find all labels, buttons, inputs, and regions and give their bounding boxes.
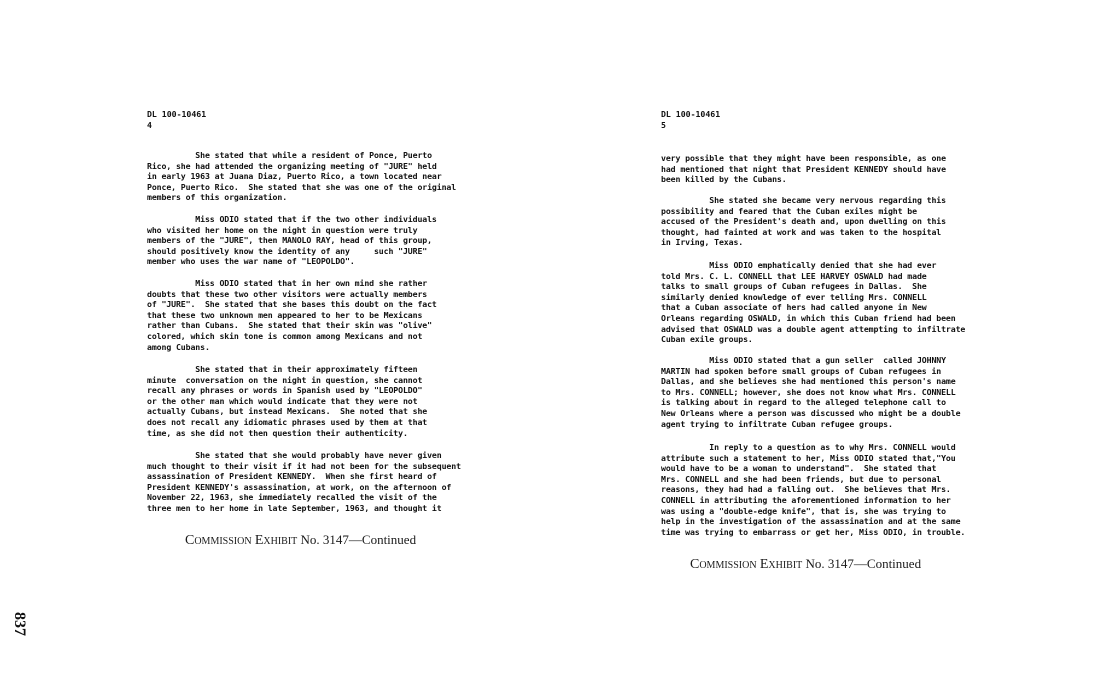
- text-line: time was trying to embarrass or get her, Miss ODIO, in trouble.: [661, 526, 966, 537]
- text-line: She stated that in their approximately fifteen: [147, 364, 418, 374]
- text-line: members of this organization.: [147, 192, 288, 203]
- text-line: Miss ODIO stated that if the two other individuals: [147, 214, 437, 224]
- paragraph: [147, 364, 427, 438]
- text-line: told Mrs. C. L. CONNELL that LEE HARVEY OSWALD had made: [661, 270, 927, 281]
- text-line: agent trying to infiltrate Cuban refugee groups.: [661, 418, 893, 429]
- paragraph: [147, 278, 437, 352]
- text-line: help in the investigation of the assassination and at the same: [661, 516, 961, 527]
- text-line: similarly denied knowledge of ever telling Mrs. CONNELL: [661, 291, 927, 302]
- text-line: reasons, they had had a falling out. She believes that Mrs.: [661, 484, 951, 495]
- text-line: Cuban exile groups.: [661, 334, 753, 345]
- exhibit-caption: Commission Exhibit No. 3147—Continued: [185, 532, 417, 548]
- text-line: that a Cuban associate of hers had called anyone in New: [661, 302, 927, 313]
- text-line: time, as she did not then question their authenticity.: [147, 427, 408, 438]
- text-line: doubts that these two other visitors were actually members: [147, 288, 428, 299]
- text-line: November 22, 1963, she immediately recalled the visit of the: [147, 492, 437, 503]
- text-line: President KENNEDY's assassination, at work, on the afternoon of: [147, 481, 452, 492]
- text-line: very possible that they might have been responsible, as one: [661, 153, 946, 163]
- text-line: Rico, she had attended the organizing meeting of "JURE" held: [147, 160, 437, 171]
- text-line: Orleans regarding OSWALD, in which this Cuban friend had been: [661, 312, 956, 323]
- text-line: to Mrs. CONNELL; however, she does not know what Mrs. CONNELL: [661, 386, 956, 397]
- file-number: DL 100-10461: [661, 109, 721, 119]
- text-line: Ponce, Puerto Rico. She stated that she was one of the original: [147, 181, 457, 192]
- text-line: members of the "JURE", then MANOLO RAY, head of this group,: [147, 235, 432, 246]
- text-line: talks to small groups of Cuban refugees in Dallas. She: [661, 281, 927, 292]
- text-line: She stated she became very nervous regarding this: [661, 195, 946, 205]
- text-line: Miss ODIO stated that a gun seller called JOHNNY: [661, 355, 946, 365]
- text-line: rather than Cubans. She stated that their skin was "olive": [147, 320, 432, 331]
- text-line: accused of the President's death and, upon dwelling on this: [661, 216, 946, 227]
- text-line: had mentioned that night that President KENNEDY should have: [661, 163, 946, 174]
- text-line: who visited her home on the night in question were truly: [147, 224, 418, 235]
- text-line: New Orleans where a person was discussed who might be a double: [661, 407, 961, 418]
- text-line: in Irving, Texas.: [661, 237, 744, 248]
- text-line: recall any phrases or words in Spanish used by "LEOPOLDO": [147, 385, 423, 396]
- paragraph: [147, 214, 437, 267]
- paragraph: [661, 442, 965, 537]
- file-number: DL 100-10461: [147, 109, 207, 119]
- text-line: Dallas, and she believes she had mentioned this person's name: [661, 376, 956, 387]
- right-document-page: [547, 0, 1094, 691]
- paragraph: [661, 260, 965, 345]
- text-line: In reply to a question as to why Mrs. CONNELL would: [661, 442, 956, 452]
- text-line: Miss ODIO stated that in her own mind she rather: [147, 278, 428, 288]
- text-line: actually Cubans, but instead Mexicans. She noted that she: [147, 406, 428, 417]
- text-line: does not recall any idiomatic phrases used by them at that: [147, 416, 428, 427]
- text-line: She stated that she would probably have never given: [147, 450, 442, 460]
- paragraph: [661, 153, 946, 185]
- text-line: colored, which skin tone is common among Mexicans and not: [147, 330, 423, 341]
- text-line: Miss ODIO emphatically denied that she had ever: [661, 260, 937, 270]
- paragraph: [661, 195, 946, 248]
- text-line: attribute such a statement to her, Miss ODIO stated that,"You: [661, 452, 956, 463]
- text-line: is talking about in regard to the alleged telephone call to: [661, 397, 946, 408]
- paragraph: [147, 150, 456, 203]
- text-line: much thought to their visit if it had not been for the subsequent: [147, 460, 461, 471]
- page-marker: 4: [147, 120, 152, 130]
- text-line: of "JURE". She stated that she bases this doubt on the fact: [147, 299, 437, 310]
- text-line: thought, had fainted at work and was taken to the hospital: [661, 226, 942, 237]
- text-line: that these two unknown men appeared to her to be Mexicans: [147, 309, 423, 320]
- text-line: in early 1963 at Juana Diaz, Puerto Rico, a town located near: [147, 171, 442, 182]
- page-number: 837: [11, 612, 28, 636]
- text-line: been killed by the Cubans.: [661, 174, 787, 185]
- text-line: would have to be a woman to understand". She stated that: [661, 463, 937, 474]
- text-line: possibility and feared that the Cuban exiles might be: [661, 205, 917, 216]
- text-line: or the other man which would indicate that they were not: [147, 395, 418, 406]
- text-line: minute conversation on the night in question, she cannot: [147, 374, 423, 385]
- exhibit-caption: Commission Exhibit No. 3147—Continued: [690, 556, 922, 572]
- text-line: MARTIN had spoken before small groups of Cuban refugees in: [661, 365, 942, 376]
- text-line: She stated that while a resident of Ponce, Puerto: [147, 150, 432, 160]
- text-line: member who uses the war name of "LEOPOLDO".: [147, 256, 355, 267]
- text-line: three men to her home in late September, 1963, and thought it: [147, 502, 442, 513]
- text-line: assassination of President KENNEDY. When she first heard of: [147, 471, 437, 482]
- paragraph: [147, 450, 461, 514]
- text-line: should positively know the identity of any such "JURE": [147, 245, 428, 256]
- text-line: was using a "double-edge knife", that is, she was trying to: [661, 505, 946, 516]
- text-line: advised that OSWALD was a double agent attempting to infiltrate: [661, 323, 966, 334]
- page-marker: 5: [661, 120, 666, 130]
- text-line: CONNELL in attributing the aforementioned information to her: [661, 494, 951, 505]
- text-line: among Cubans.: [147, 341, 210, 352]
- paragraph: [661, 355, 960, 429]
- text-line: Mrs. CONNELL and she had been friends, but due to personal: [661, 473, 942, 484]
